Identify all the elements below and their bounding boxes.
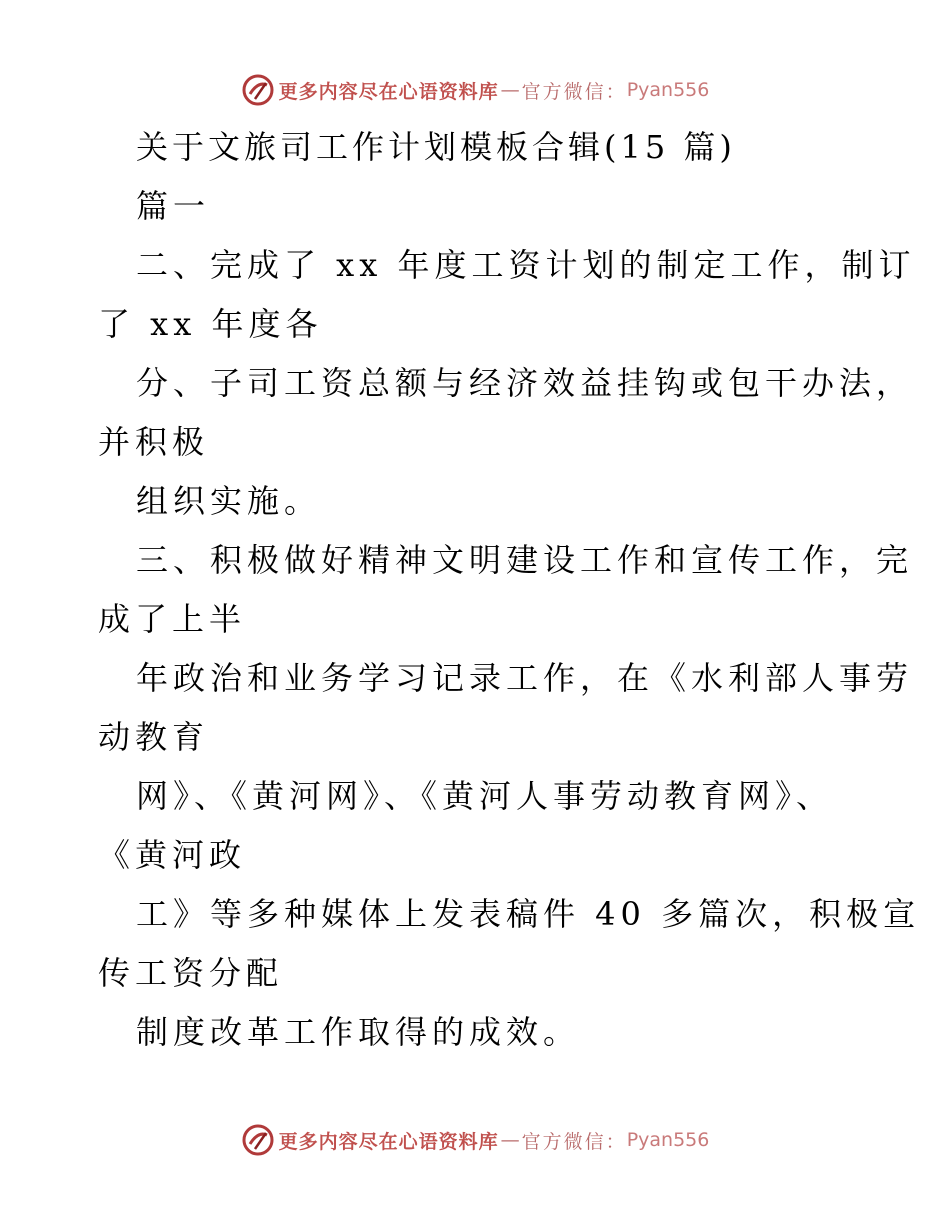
paragraph-line: 工》等多种媒体上发表稿件 40 多篇次，积极宣 <box>136 895 921 933</box>
paragraph-line: 了 xx 年度各 <box>98 305 323 343</box>
logo-icon <box>241 1123 275 1157</box>
paragraph-line: 网》、《黄河网》、《黄河人事劳动教育网》、 <box>136 777 834 815</box>
watermark-label: 官方微信： <box>521 80 627 103</box>
watermark-site: 更多内容尽在心语资料库 <box>278 1130 499 1153</box>
watermark-footer <box>0 1120 950 1160</box>
paragraph-line: 并积极 <box>98 423 210 461</box>
paragraph-line: 分、子司工资总额与经济效益挂钩或包干办法， <box>136 364 914 402</box>
watermark-label: 官方微信： <box>521 1130 627 1153</box>
document-title: 关于文旅司工作计划模板合辑(15 篇) <box>136 128 736 166</box>
watermark-separator: — <box>500 1129 520 1151</box>
logo-icon <box>241 73 275 107</box>
watermark-separator: — <box>500 79 520 101</box>
watermark-id: Pyan556 <box>626 79 710 101</box>
watermark-header <box>0 70 950 110</box>
watermark-id: Pyan556 <box>626 1129 710 1151</box>
paragraph-line: 《黄河政 <box>98 836 247 874</box>
paragraph-line: 二、完成了 xx 年度工资计划的制定工作，制订 <box>136 246 916 284</box>
paragraph-line: 三、积极做好精神文明建设工作和宣传工作，完 <box>136 541 914 579</box>
paragraph-line: 传工资分配 <box>98 954 284 992</box>
watermark-site: 更多内容尽在心语资料库 <box>278 80 499 103</box>
paragraph-line: 制度改革工作取得的成效。 <box>136 1013 581 1051</box>
paragraph-line: 年政治和业务学习记录工作，在《水利部人事劳 <box>136 659 914 697</box>
paragraph-line: 成了上半 <box>98 600 247 638</box>
document-body <box>98 118 921 1062</box>
paragraph-line: 动教育 <box>98 718 210 756</box>
paragraph-line: 组织实施。 <box>136 482 322 520</box>
section-heading: 篇一 <box>136 187 211 225</box>
